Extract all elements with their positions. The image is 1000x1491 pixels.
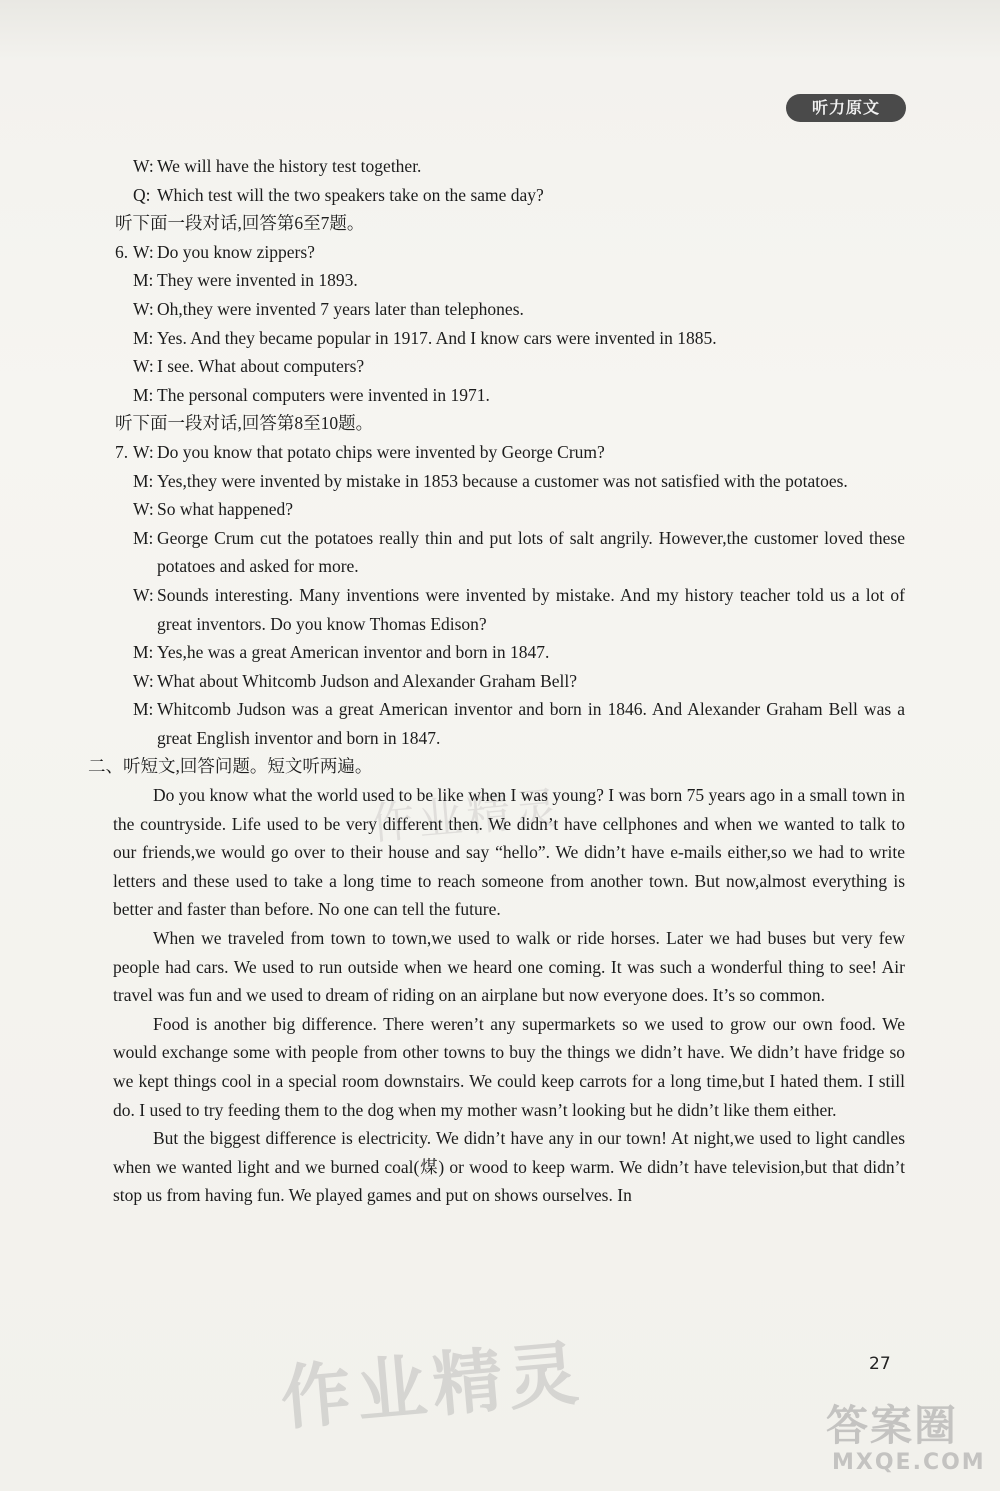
speaker-label: M:: [133, 270, 154, 291]
watermark-mid: 作业精灵: [368, 782, 565, 851]
speaker-label: M:: [133, 470, 154, 491]
corner-logo-title: 答案圈: [826, 1401, 959, 1450]
dialogue-text: I see. What about computers?: [157, 356, 365, 377]
dialogue-line: [115, 467, 905, 496]
section-tab: 听力原文: [786, 94, 906, 122]
speaker-label: W:: [133, 356, 154, 377]
dialogue-line: [115, 695, 905, 752]
dialogue-text: Yes. And they became popular in 1917. And I know cars were invented in 1885.: [157, 327, 717, 348]
speaker-label: M:: [133, 327, 154, 348]
dialogue-line: [115, 352, 905, 381]
speaker-label: Q:: [133, 184, 151, 205]
speaker-label: W:: [133, 156, 154, 176]
speaker-label: M:: [133, 384, 154, 405]
dialogue-line: [115, 295, 905, 324]
speaker-label: M:: [133, 527, 154, 548]
dialogue-text: They were invented in 1893.: [157, 270, 358, 291]
section-2-title: 二、听短文,回答问题。短文听两遍。: [88, 756, 373, 777]
dialogue-line: [115, 638, 905, 667]
instruction-8-10: 听下面一段对话,回答第8至10题。: [115, 413, 374, 434]
dialogue-text: Whitcomb Judson was a great American inventor and born in 1846. And Alexander Graham Bell was a great English inventor and born in 1847.: [157, 699, 905, 748]
passage-paragraph: Do you know what the world used to be like when I was young? I was born 75 years ago in a small town in the countryside. Life used to be very different then. We didn’t have cellphones and when we wanted to talk to our friends,we would go over to their house and say “hello”. We didn’t have e-mails either,so we had to write letters and these used to take a long time to reach someone from another town. But now,almost everything is better and faster than before. No one can tell the future.: [113, 785, 905, 920]
corner-watermark-logo: [826, 1402, 996, 1487]
speaker-label: W:: [133, 298, 154, 319]
dialogue-line: [115, 152, 905, 181]
dialogue-line: [115, 266, 905, 295]
dialogue-text: Do you know that potato chips were invented by George Crum?: [157, 441, 605, 462]
dialogue-line: [115, 495, 905, 524]
dialogue-text: Oh,they were invented 7 years later than telephones.: [157, 298, 524, 319]
passage-paragraph: Food is another big difference. There weren’t any supermarkets so we used to grow our own food. We would exchange some with people from other towns to buy the things we didn’t have. We didn’t have fridge so we kept things cool in a special room downstairs. We could keep carrots for a long time,but I hated them. I still do. I used to try feeding them to the dog when my mother wasn’t looking but he didn’t like them either.: [113, 1013, 905, 1120]
dialogue-text: Yes,he was a great American inventor and born in 1847.: [157, 642, 550, 663]
question-number: 6.: [115, 241, 129, 262]
dialogue-line: [115, 238, 905, 267]
dialogue-text: Which test will the two speakers take on the same day?: [157, 184, 544, 205]
dialogue-line: [115, 524, 905, 581]
passage-paragraph: When we traveled from town to town,we used to walk or ride horses. Later we had buses but very few people had cars. We used to run outside when we heard one coming. It was such a wonderful thing to see! Air travel was fun and we used to dream of riding on an airplane but now everyone does. It’s so common.: [113, 928, 905, 1006]
dialogue-text: Sounds interesting. Many inventions were invented by mistake. And my history teacher told us a lot of great inventors. Do you know Thomas Edison?: [157, 584, 905, 634]
dialogue-line: [115, 381, 905, 410]
speaker-label: M:: [133, 642, 154, 663]
corner-logo-url: MXQE.COM: [832, 1450, 986, 1475]
watermark-center: 作业精灵: [277, 1331, 588, 1441]
speaker-label: W:: [133, 670, 154, 691]
dialogue-line: [115, 667, 905, 696]
speaker-label: W:: [133, 241, 154, 262]
dialogue-line: [115, 324, 905, 353]
dialogue-text: George Crum cut the potatoes really thin and put lots of salt angrily. However,the customer loved these potatoes and asked for more.: [157, 527, 905, 577]
dialogue-text: So what happened?: [157, 499, 294, 520]
dialogue-text: We will have the history test together.: [157, 156, 422, 176]
speaker-label: M:: [133, 699, 154, 720]
dialogue-text: Yes,they were invented by mistake in 1853 because a customer was not satisfied with the potatoes.: [157, 470, 848, 491]
dialogue-line: [115, 581, 905, 638]
page-number: 27: [869, 1354, 891, 1374]
question-number: 7.: [115, 441, 129, 462]
dialogue-text: What about Whitcomb Judson and Alexander Graham Bell?: [157, 670, 578, 691]
speaker-label: W:: [133, 499, 154, 520]
dialogue-line: [115, 438, 905, 467]
passage-paragraph: But the biggest difference is electricity. We didn’t have any in our town! At night,we used to light candles when we wanted light and we burned coal(煤) or wood to keep warm. We didn’t have television,but that didn’t stop us from having fun. We played games and put on shows ourselves. In: [113, 1128, 905, 1206]
dialogue-text: Do you know zippers?: [157, 241, 315, 262]
instruction-6-7: 听下面一段对话,回答第6至7题。: [115, 213, 365, 234]
speaker-label: W:: [133, 441, 154, 462]
dialogue-line: [115, 181, 905, 210]
speaker-label: W:: [133, 584, 154, 605]
dialogue-text: The personal computers were invented in 1971.: [157, 384, 490, 405]
page-content: [88, 152, 905, 1210]
